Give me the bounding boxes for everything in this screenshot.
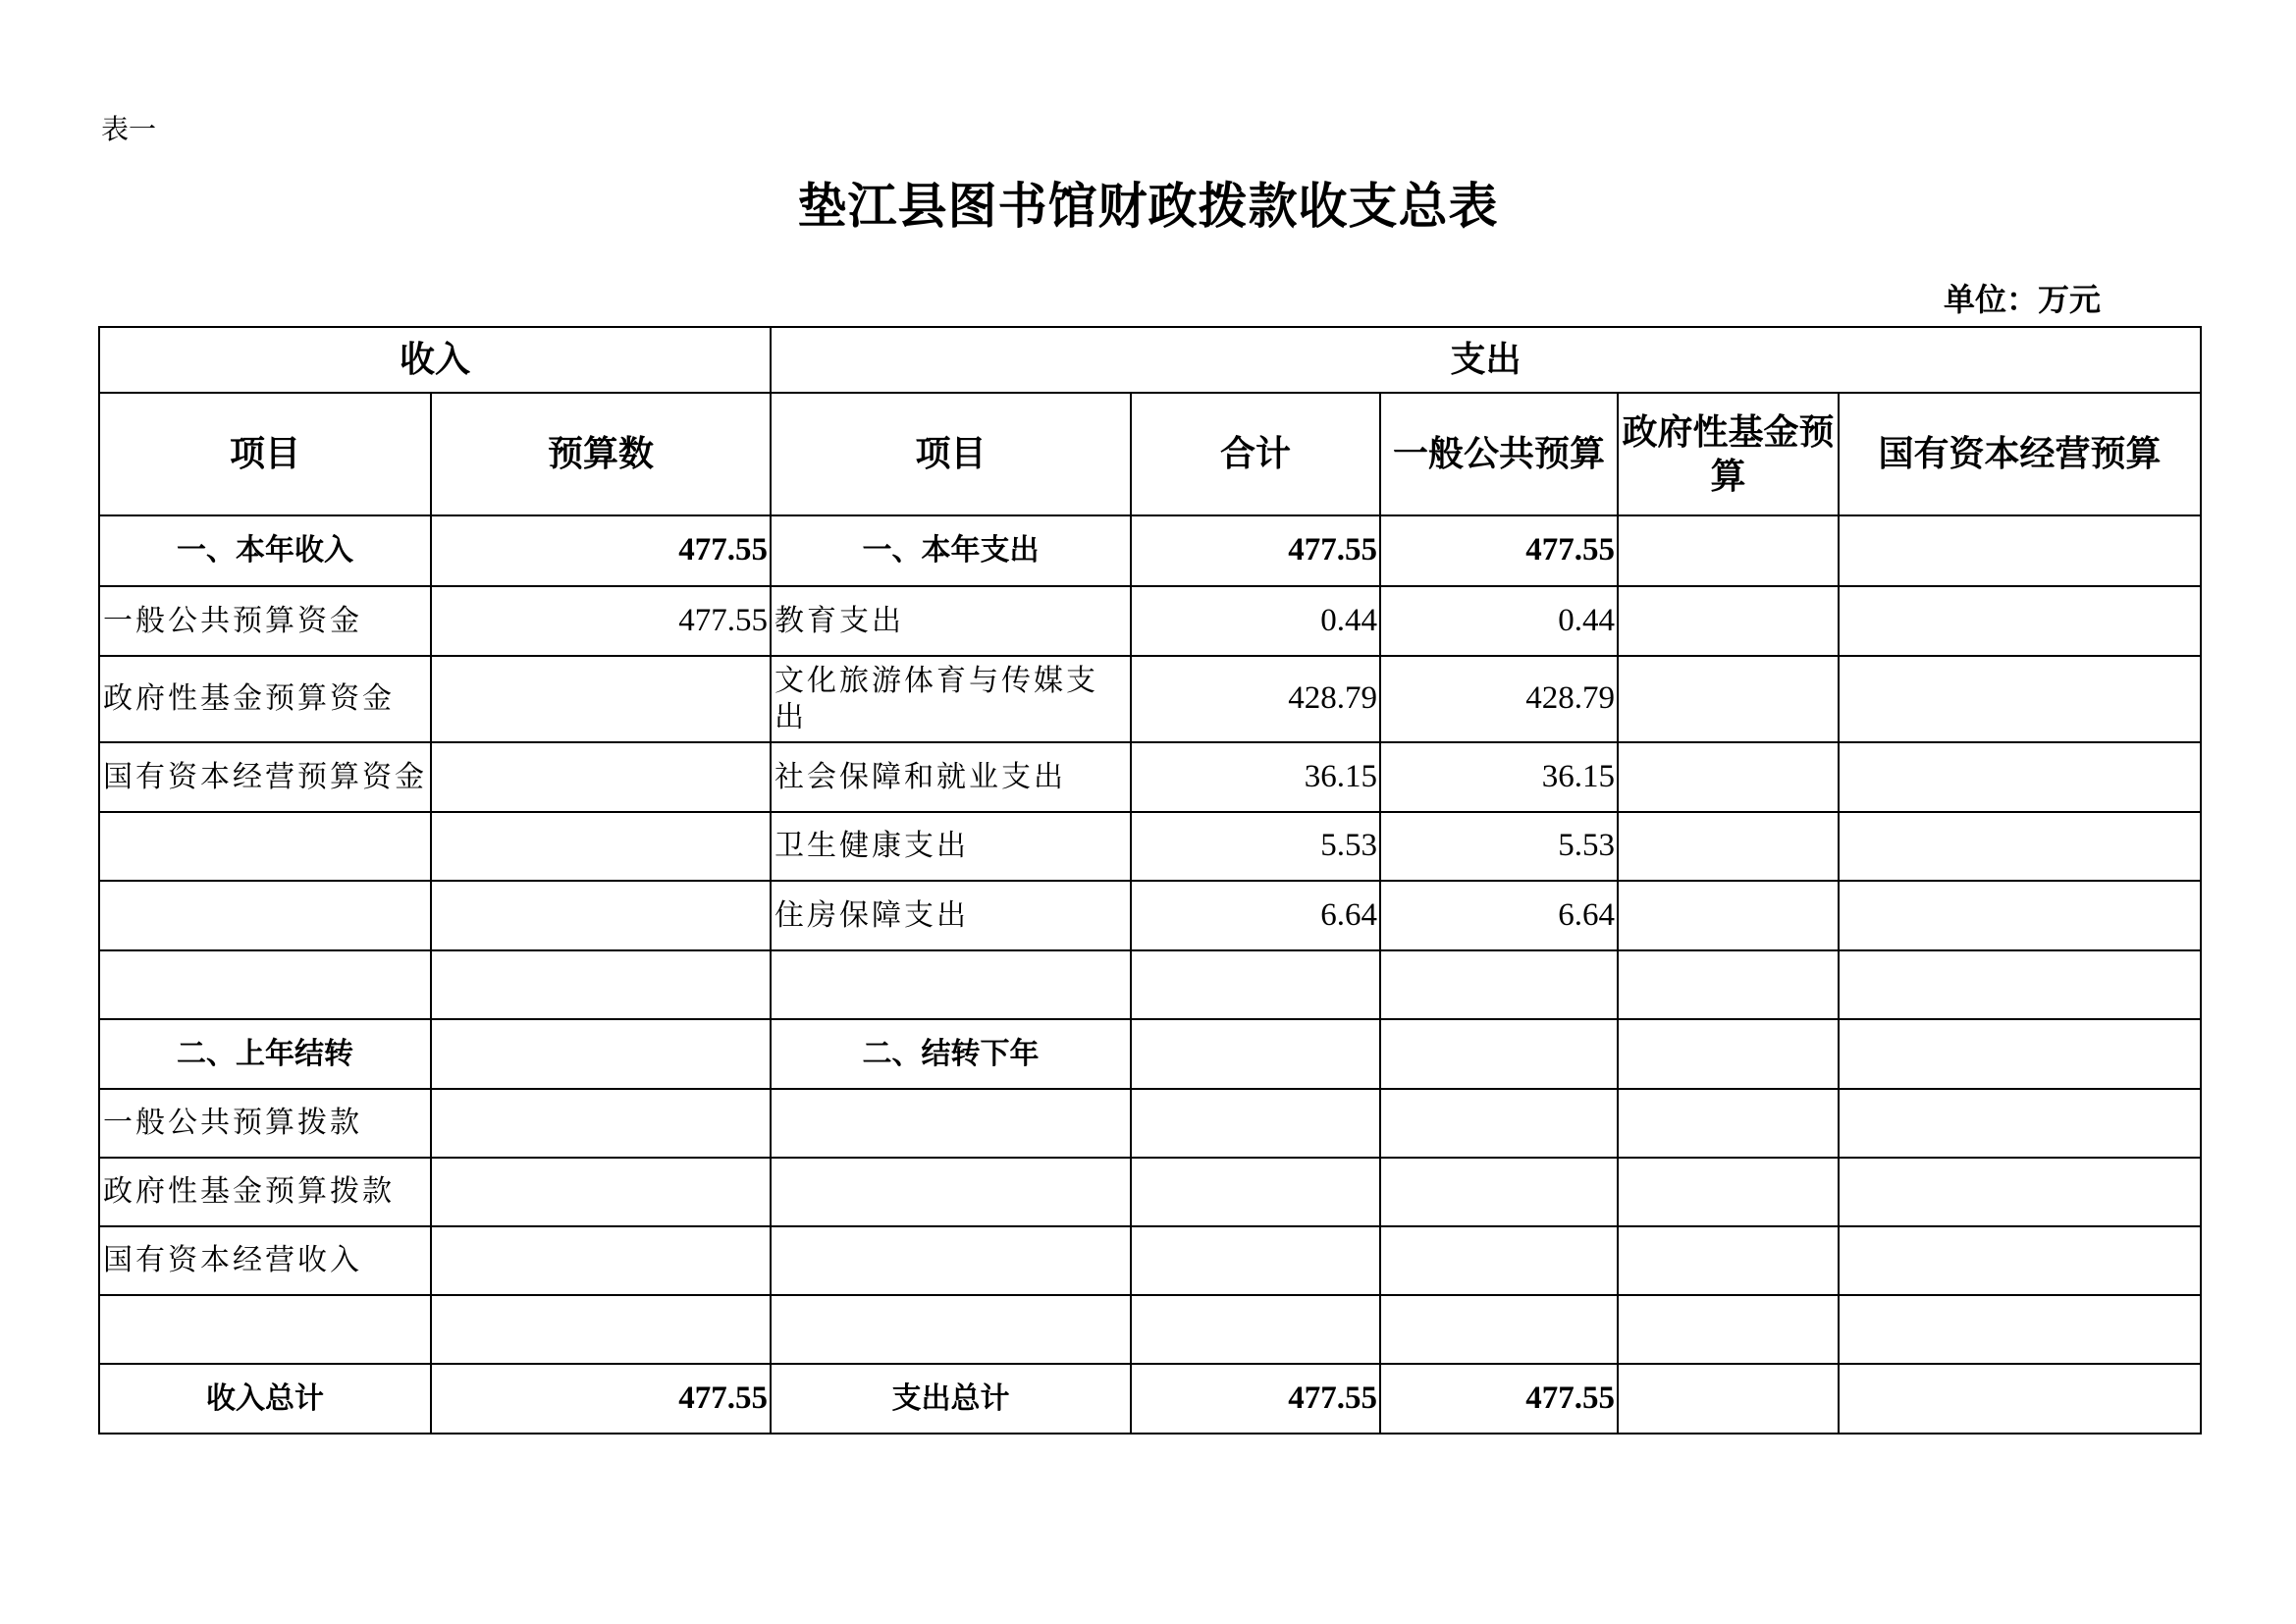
cell-expense-item: 支出总计 xyxy=(771,1364,1131,1434)
table-row xyxy=(99,586,2201,656)
cell-income-item: 一、本年收入 xyxy=(99,515,431,586)
cell-gov-fund-budget xyxy=(1618,656,1839,742)
cell-income-item: 国有资本经营预算资金 xyxy=(99,742,431,812)
table-row xyxy=(99,515,2201,586)
cell-gov-fund-budget xyxy=(1618,1158,1839,1226)
cell-expense-item xyxy=(771,1158,1131,1226)
cell-expense-total xyxy=(1131,1019,1380,1089)
cell-income-budget xyxy=(431,1019,771,1089)
cell-expense-item: 社会保障和就业支出 xyxy=(771,742,1131,812)
cell-income-item xyxy=(99,881,431,950)
cell-general-public-budget xyxy=(1380,1019,1618,1089)
column-header-state-capital-budget: 国有资本经营预算 xyxy=(1839,393,2201,515)
cell-income-budget xyxy=(431,1295,771,1364)
cell-gov-fund-budget xyxy=(1618,1089,1839,1158)
income-group-header: 收入 xyxy=(99,327,771,393)
cell-expense-item xyxy=(771,1295,1131,1364)
column-header-row xyxy=(99,393,2201,515)
cell-general-public-budget: 477.55 xyxy=(1380,1364,1618,1434)
cell-state-capital-budget xyxy=(1839,812,2201,881)
cell-income-budget: 477.55 xyxy=(431,515,771,586)
cell-income-budget xyxy=(431,881,771,950)
cell-state-capital-budget xyxy=(1839,586,2201,656)
cell-income-item xyxy=(99,1295,431,1364)
cell-gov-fund-budget xyxy=(1618,812,1839,881)
cell-income-item: 一般公共预算资金 xyxy=(99,586,431,656)
cell-general-public-budget: 477.55 xyxy=(1380,515,1618,586)
column-header-expense-total: 合计 xyxy=(1131,393,1380,515)
cell-general-public-budget: 5.53 xyxy=(1380,812,1618,881)
cell-expense-total: 477.55 xyxy=(1131,515,1380,586)
cell-expense-item: 教育支出 xyxy=(771,586,1131,656)
cell-income-item: 政府性基金预算资金 xyxy=(99,656,431,742)
cell-expense-item: 住房保障支出 xyxy=(771,881,1131,950)
cell-income-budget: 477.55 xyxy=(431,586,771,656)
cell-expense-item: 二、结转下年 xyxy=(771,1019,1131,1089)
table-number-label: 表一 xyxy=(101,113,157,145)
cell-state-capital-budget xyxy=(1839,1226,2201,1295)
cell-state-capital-budget xyxy=(1839,950,2201,1019)
table-row xyxy=(99,881,2201,950)
cell-expense-item: 一、本年支出 xyxy=(771,515,1131,586)
cell-income-item xyxy=(99,812,431,881)
cell-expense-total: 477.55 xyxy=(1131,1364,1380,1434)
table-row xyxy=(99,656,2201,742)
cell-income-item: 收入总计 xyxy=(99,1364,431,1434)
cell-general-public-budget xyxy=(1380,1295,1618,1364)
cell-income-budget xyxy=(431,812,771,881)
table-row xyxy=(99,1158,2201,1226)
table-row xyxy=(99,1364,2201,1434)
cell-income-budget xyxy=(431,950,771,1019)
expense-group-header: 支出 xyxy=(771,327,2201,393)
cell-gov-fund-budget xyxy=(1618,1019,1839,1089)
table-row xyxy=(99,1226,2201,1295)
page-title: 垫江县图书馆财政拨款收支总表 xyxy=(797,177,1499,235)
table-row xyxy=(99,1295,2201,1364)
cell-income-item: 一般公共预算拨款 xyxy=(99,1089,431,1158)
cell-expense-total xyxy=(1131,1295,1380,1364)
cell-general-public-budget: 36.15 xyxy=(1380,742,1618,812)
cell-gov-fund-budget xyxy=(1618,1295,1839,1364)
column-header-general-public-budget: 一般公共预算 xyxy=(1380,393,1618,515)
cell-expense-item xyxy=(771,950,1131,1019)
cell-general-public-budget xyxy=(1380,1158,1618,1226)
cell-expense-item: 卫生健康支出 xyxy=(771,812,1131,881)
cell-expense-total: 6.64 xyxy=(1131,881,1380,950)
table-row xyxy=(99,1089,2201,1158)
cell-expense-item xyxy=(771,1089,1131,1158)
cell-state-capital-budget xyxy=(1839,1295,2201,1364)
column-header-gov-fund-budget: 政府性基金预算 xyxy=(1618,393,1839,515)
cell-income-item: 政府性基金预算拨款 xyxy=(99,1158,431,1226)
unit-label: 单位：万元 xyxy=(1944,281,2102,318)
cell-income-budget: 477.55 xyxy=(431,1364,771,1434)
cell-gov-fund-budget xyxy=(1618,881,1839,950)
cell-gov-fund-budget xyxy=(1618,742,1839,812)
cell-expense-total: 5.53 xyxy=(1131,812,1380,881)
cell-expense-item: 文化旅游体育与传媒支出 xyxy=(771,656,1131,742)
cell-expense-total xyxy=(1131,1158,1380,1226)
cell-expense-total xyxy=(1131,1226,1380,1295)
table-row xyxy=(99,812,2201,881)
column-header-income-item: 项目 xyxy=(99,393,431,515)
cell-gov-fund-budget xyxy=(1618,950,1839,1019)
column-header-income-budget: 预算数 xyxy=(431,393,771,515)
cell-expense-total: 36.15 xyxy=(1131,742,1380,812)
cell-general-public-budget: 6.64 xyxy=(1380,881,1618,950)
cell-state-capital-budget xyxy=(1839,881,2201,950)
cell-expense-total xyxy=(1131,1089,1380,1158)
cell-general-public-budget xyxy=(1380,1089,1618,1158)
cell-income-budget xyxy=(431,742,771,812)
cell-income-item: 二、上年结转 xyxy=(99,1019,431,1089)
cell-general-public-budget: 0.44 xyxy=(1380,586,1618,656)
cell-expense-total: 428.79 xyxy=(1131,656,1380,742)
cell-income-budget xyxy=(431,1089,771,1158)
cell-gov-fund-budget xyxy=(1618,1226,1839,1295)
cell-income-budget xyxy=(431,656,771,742)
cell-gov-fund-budget xyxy=(1618,515,1839,586)
cell-gov-fund-budget xyxy=(1618,1364,1839,1434)
table-row xyxy=(99,950,2201,1019)
budget-summary-table xyxy=(98,326,2202,1435)
cell-gov-fund-budget xyxy=(1618,586,1839,656)
table-row xyxy=(99,1019,2201,1089)
cell-state-capital-budget xyxy=(1839,1089,2201,1158)
cell-income-budget xyxy=(431,1226,771,1295)
cell-state-capital-budget xyxy=(1839,515,2201,586)
cell-expense-total xyxy=(1131,950,1380,1019)
cell-general-public-budget xyxy=(1380,1226,1618,1295)
column-header-expense-item: 项目 xyxy=(771,393,1131,515)
cell-expense-total: 0.44 xyxy=(1131,586,1380,656)
cell-general-public-budget xyxy=(1380,950,1618,1019)
cell-general-public-budget: 428.79 xyxy=(1380,656,1618,742)
cell-state-capital-budget xyxy=(1839,1019,2201,1089)
cell-income-item: 国有资本经营收入 xyxy=(99,1226,431,1295)
cell-income-item xyxy=(99,950,431,1019)
table-row xyxy=(99,742,2201,812)
cell-state-capital-budget xyxy=(1839,1364,2201,1434)
cell-state-capital-budget xyxy=(1839,656,2201,742)
cell-income-budget xyxy=(431,1158,771,1226)
group-header-row xyxy=(99,327,2201,393)
cell-state-capital-budget xyxy=(1839,742,2201,812)
cell-state-capital-budget xyxy=(1839,1158,2201,1226)
cell-expense-item xyxy=(771,1226,1131,1295)
